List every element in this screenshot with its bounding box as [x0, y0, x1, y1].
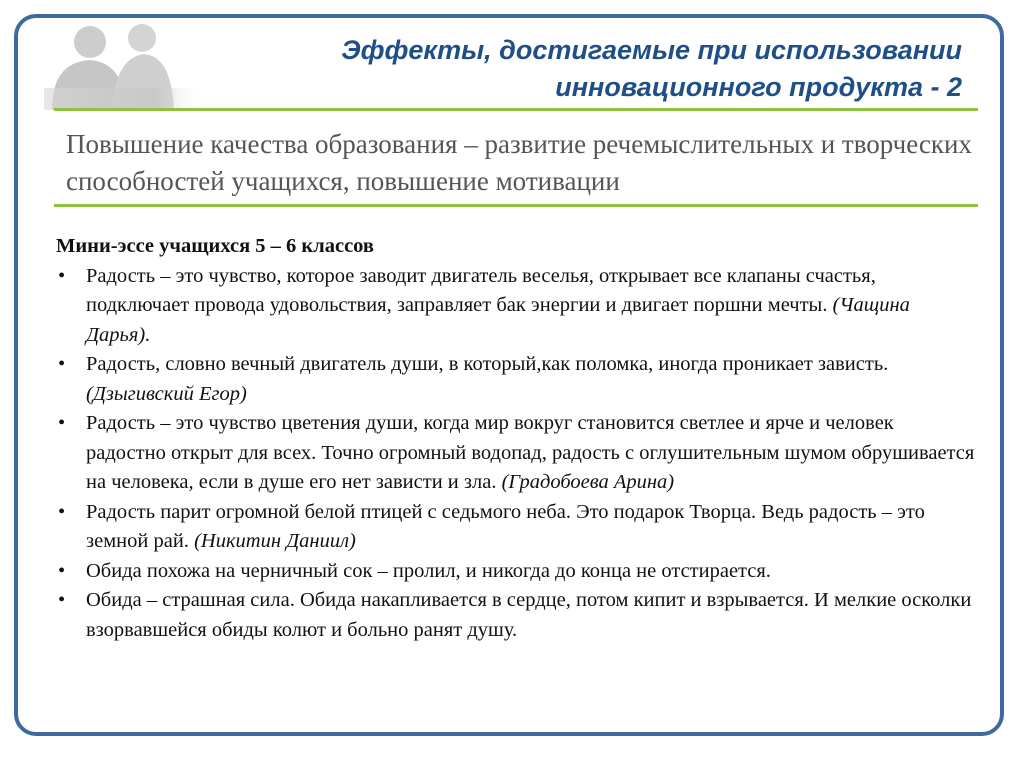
essay-text: Обида – страшная сила. Обида накапливается в сердце, потом кипит и взрывается. И мелкие осколки взорвавшейся обиды колют и больно ранят душу.	[86, 589, 972, 641]
list-item	[56, 557, 976, 587]
essay-text: Обида похожа на черничный сок – пролил, и никогда до конца не отстирается.	[86, 559, 771, 582]
essay-text: Радость парит огромной белой птицей с седьмого неба. Это подарок Творца. Ведь радость – это земной рай.	[86, 500, 925, 552]
essay-list	[56, 262, 976, 646]
slide-subtitle: Повышение качества образования – развитие речемыслительных и творческих способностей учащихся, повышение мотивации	[66, 129, 972, 196]
essay-author: (Никитин Даниил)	[194, 530, 356, 552]
title-divider	[54, 108, 978, 111]
list-item	[56, 586, 976, 645]
essay-author: (Дзыгивский Егор)	[86, 382, 247, 405]
list-item	[56, 262, 976, 351]
essay-author: (Чащина Дарья).	[86, 294, 910, 346]
list-item	[56, 498, 976, 557]
slide-title-line1: Эффекты, достигаемые при использовании	[341, 35, 962, 65]
list-item	[56, 409, 976, 498]
slide-title	[162, 32, 962, 106]
essay-author: (Градобоева Арина)	[501, 471, 675, 493]
section-heading: Мини-эссе учащихся 5 – 6 классов	[56, 235, 374, 257]
list-item	[56, 350, 976, 409]
subtitle-divider	[54, 204, 978, 207]
essay-text: Радость, словно вечный двигатель души, в который,как поломка, иногда проникает зависть.	[86, 353, 889, 375]
content-body	[56, 232, 976, 645]
slide-title-line2: инновационного продукта - 2	[555, 72, 962, 102]
essay-text: Радость – это чувство, которое заводит двигатель веселья, открывает все клапаны счастья, подключает провода удовольствия, заправляет бак энергии и двигает поршни мечты.	[86, 264, 876, 316]
essay-text: Радость – это чувство цветения души, когда мир вокруг становится светлее и ярче и человек радостно открыт для всех. Точно огромный водопад, радость с оглушительным шумом обрушивается на человека, если в душе его нет зависти и зла.	[86, 412, 975, 493]
